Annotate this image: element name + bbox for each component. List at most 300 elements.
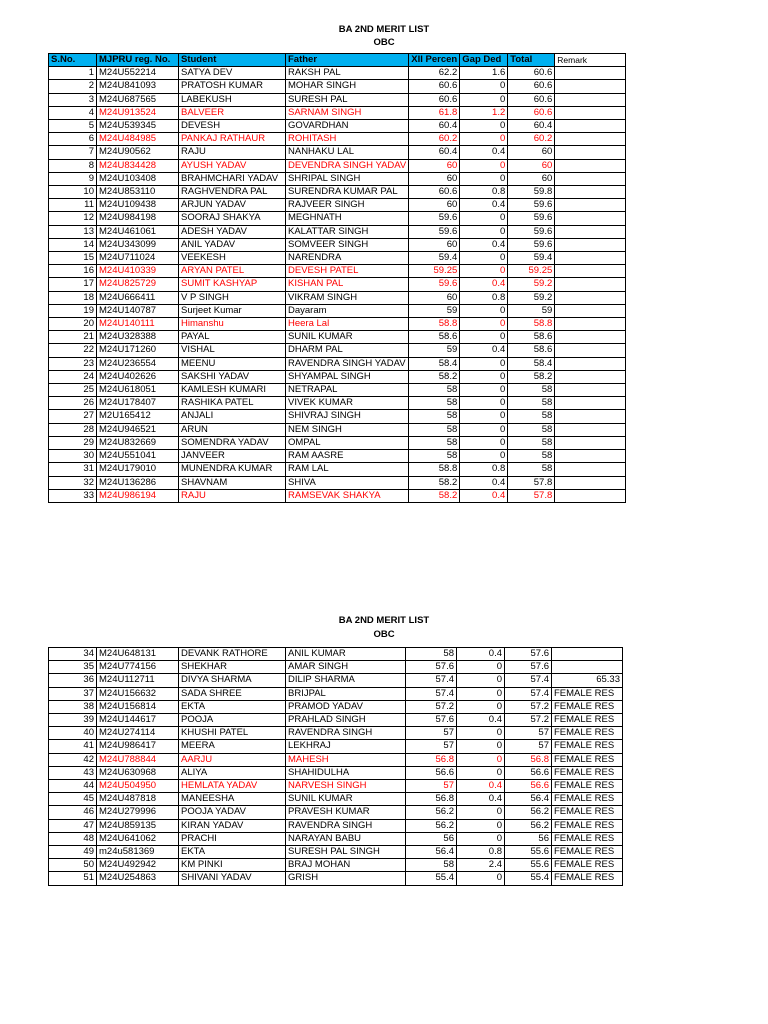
reg-no-cell: M24U834428	[97, 159, 179, 172]
sno-cell: 26	[49, 397, 97, 410]
remark-cell	[555, 67, 626, 80]
reg-no-cell: M24U666411	[97, 291, 179, 304]
total-cell: 59.6	[508, 225, 555, 238]
xii-percent-cell: 58.2	[409, 476, 460, 489]
table-row	[49, 832, 623, 845]
table-row	[49, 252, 626, 265]
father-header: Father	[286, 54, 409, 67]
gap-ded-cell: 0	[457, 819, 505, 832]
category-subtitle-2: OBC	[373, 629, 395, 640]
sno-cell: 6	[49, 133, 97, 146]
reg-no-cell: M2U165412	[97, 410, 179, 423]
xii-percent-cell: 60	[409, 238, 460, 251]
table-row	[49, 384, 626, 397]
father-cell: VIVEK KUMAR	[286, 397, 409, 410]
remark-cell	[555, 172, 626, 185]
gap-ded-cell: 0.4	[460, 476, 508, 489]
table-row	[49, 872, 623, 885]
reg-no-cell: M24U687565	[97, 93, 179, 106]
father-cell: RAVENDRA SINGH	[286, 727, 406, 740]
sno-cell: 30	[49, 450, 97, 463]
sno-cell: 39	[49, 714, 97, 727]
table-row	[49, 753, 623, 766]
reg-no-cell: M24U343099	[97, 238, 179, 251]
total-cell: 59.25	[508, 265, 555, 278]
merit-table-1	[48, 53, 626, 503]
father-cell: MAHESH	[286, 753, 406, 766]
student-cell: BRAHMCHARI YADAV	[179, 172, 286, 185]
student-cell: VEEKESH	[179, 252, 286, 265]
total-cell: 58	[508, 450, 555, 463]
sno-cell: 49	[49, 846, 97, 859]
father-cell: SURESH PAL	[286, 93, 409, 106]
father-cell: DEVENDRA SINGH YADAV	[286, 159, 409, 172]
remark-cell: FEMALE RES	[552, 714, 623, 727]
sno-cell: 37	[49, 687, 97, 700]
sno-cell: 42	[49, 753, 97, 766]
xii-percent-cell: 59.6	[409, 225, 460, 238]
gap-ded-cell: 0	[457, 700, 505, 713]
reg-no-cell: M24U946521	[97, 423, 179, 436]
father-cell: NETRAPAL	[286, 384, 409, 397]
table-row	[49, 661, 623, 674]
remark-cell	[555, 278, 626, 291]
sno-cell: 9	[49, 172, 97, 185]
father-cell: NEM SINGH	[286, 423, 409, 436]
remark-cell	[555, 265, 626, 278]
remark-cell	[555, 93, 626, 106]
reg-no-cell: M24U487818	[97, 793, 179, 806]
table-row	[49, 489, 626, 502]
father-cell: RAJVEER SINGH	[286, 199, 409, 212]
student-cell: ALIYA	[179, 766, 286, 779]
total-cell: 56.6	[505, 766, 552, 779]
xii-percent-cell: 58.2	[409, 370, 460, 383]
remark-cell: FEMALE RES	[552, 687, 623, 700]
table-row	[49, 212, 626, 225]
reg-no-cell: M24U539345	[97, 120, 179, 133]
reg-no-cell: M24U140787	[97, 304, 179, 317]
father-cell: NARAYAN BABU	[286, 832, 406, 845]
gap-ded-cell: 0	[460, 80, 508, 93]
table-row	[49, 648, 623, 661]
remark-cell	[555, 120, 626, 133]
student-cell: MANEESHA	[179, 793, 286, 806]
reg-no-cell: M24U853110	[97, 186, 179, 199]
student-cell: KIRAN YADAV	[179, 819, 286, 832]
remark-cell	[555, 186, 626, 199]
student-cell: MUNENDRA KUMAR	[179, 463, 286, 476]
total-cell: 55.6	[505, 859, 552, 872]
xii-percent-cell: 59	[409, 344, 460, 357]
reg-no-cell: M24U859135	[97, 819, 179, 832]
reg-no-cell: M24U618051	[97, 384, 179, 397]
total-cell: 59.2	[508, 291, 555, 304]
reg-no-cell: M24U328388	[97, 331, 179, 344]
total-cell: 58	[508, 384, 555, 397]
father-cell: BRIJPAL	[286, 687, 406, 700]
sno-cell: 12	[49, 212, 97, 225]
sno-cell: 51	[49, 872, 97, 885]
sno-cell: 50	[49, 859, 97, 872]
total-cell: 57	[505, 740, 552, 753]
table-row	[49, 806, 623, 819]
total-cell: 60.6	[508, 93, 555, 106]
category-subtitle-1: OBC	[373, 37, 395, 48]
total-cell: 58	[508, 423, 555, 436]
father-cell: RAM AASRE	[286, 450, 409, 463]
sno-cell: 11	[49, 199, 97, 212]
table-row	[49, 819, 623, 832]
remark-cell	[555, 318, 626, 331]
remark-cell	[555, 450, 626, 463]
student-cell: SOORAJ SHAKYA	[179, 212, 286, 225]
xii-percent-cell: 57.6	[406, 714, 457, 727]
table-row	[49, 172, 626, 185]
table-row	[49, 186, 626, 199]
student-cell: PANKAJ RATHAUR	[179, 133, 286, 146]
total-cell: 58.8	[508, 318, 555, 331]
table-row	[49, 357, 626, 370]
father-cell: NARENDRA	[286, 252, 409, 265]
father-cell: BRAJ MOHAN	[286, 859, 406, 872]
xii-percent-cell: 58.2	[409, 489, 460, 502]
table-row	[49, 370, 626, 383]
reg-no-cell: M24U279996	[97, 806, 179, 819]
table-row	[49, 265, 626, 278]
remark-cell	[555, 331, 626, 344]
reg-no-cell: M24U402626	[97, 370, 179, 383]
xii-percent-cell: 58.6	[409, 331, 460, 344]
gap-ded-cell: 0.4	[457, 793, 505, 806]
table-row	[49, 278, 626, 291]
xii-percent-cell: 60.6	[409, 186, 460, 199]
xii-percent-cell: 57.4	[406, 687, 457, 700]
total-cell: 56.2	[505, 806, 552, 819]
total-cell: 57.8	[508, 489, 555, 502]
xii-percent-cell: 57.6	[406, 661, 457, 674]
reg-no-cell: M24U254863	[97, 872, 179, 885]
remark-cell	[552, 661, 623, 674]
total-cell: 56.4	[505, 793, 552, 806]
gap-ded-cell: 1.6	[460, 67, 508, 80]
sno-cell: 7	[49, 146, 97, 159]
remark-cell	[555, 252, 626, 265]
xii-percent-cell: 57	[406, 740, 457, 753]
gap-ded-cell: 0	[457, 727, 505, 740]
reg-no-cell: M24U504950	[97, 780, 179, 793]
table-row	[49, 304, 626, 317]
remark-cell: FEMALE RES	[552, 740, 623, 753]
xii-percent-cell: 60.6	[409, 93, 460, 106]
total-cell: 58	[508, 436, 555, 449]
reg-no-cell: M24U825729	[97, 278, 179, 291]
remark-cell: FEMALE RES	[552, 806, 623, 819]
sno-cell: 2	[49, 80, 97, 93]
remark-cell	[555, 476, 626, 489]
remark-cell: FEMALE RES	[552, 727, 623, 740]
xii-percent-cell: 58	[409, 450, 460, 463]
sno-cell: 10	[49, 186, 97, 199]
xii-percent-cell: 56.8	[406, 793, 457, 806]
table-row	[49, 133, 626, 146]
gap-ded-cell: 0	[457, 687, 505, 700]
gap-ded-cell: 0	[457, 661, 505, 674]
gap-ded-cell: 0	[460, 410, 508, 423]
student-cell: SOMENDRA YADAV	[179, 436, 286, 449]
remark-cell	[555, 397, 626, 410]
sno-cell: 16	[49, 265, 97, 278]
father-cell: SHIVRAJ SINGH	[286, 410, 409, 423]
sno-cell: 28	[49, 423, 97, 436]
gap-ded-cell: 0	[460, 436, 508, 449]
father-cell: SURENDRA KUMAR PAL	[286, 186, 409, 199]
total-cell: 60	[508, 172, 555, 185]
remark-cell	[555, 357, 626, 370]
table-row	[49, 225, 626, 238]
merit-list-title-1: BA 2ND MERIT LIST	[338, 24, 430, 35]
table-row	[49, 397, 626, 410]
student-cell: LABEKUSH	[179, 93, 286, 106]
student-cell: EKTA	[179, 700, 286, 713]
total-cell: 57	[505, 727, 552, 740]
xii-percent-cell: 60	[409, 199, 460, 212]
xii-percent-cell: 59	[409, 304, 460, 317]
gap-ded-cell: 0.4	[460, 199, 508, 212]
total-cell: 57.4	[505, 687, 552, 700]
gap-ded-cell: 0	[460, 423, 508, 436]
xii-percent-cell: 57	[406, 780, 457, 793]
gap-ded-cell: 0	[460, 133, 508, 146]
total-cell: 59.6	[508, 238, 555, 251]
table-row	[49, 199, 626, 212]
father-cell: PRAVESH KUMAR	[286, 806, 406, 819]
reg-no-cell: M24U711024	[97, 252, 179, 265]
sno-cell: 20	[49, 318, 97, 331]
reg-no-cell: M24U236554	[97, 357, 179, 370]
remark-cell: FEMALE RES	[552, 753, 623, 766]
gap-ded-cell: 0.4	[460, 344, 508, 357]
father-cell: SHRIPAL SINGH	[286, 172, 409, 185]
sno-cell: 21	[49, 331, 97, 344]
reg-no-cell: M24U156814	[97, 700, 179, 713]
xii-percent-cell: 60	[409, 291, 460, 304]
reg-no-cell: M24U984198	[97, 212, 179, 225]
reg-no-cell: M24U90562	[97, 146, 179, 159]
reg-no-cell: M24U774156	[97, 661, 179, 674]
gap-ded-cell: 0.4	[457, 714, 505, 727]
remark-cell: FEMALE RES	[552, 846, 623, 859]
father-cell: GRISH	[286, 872, 406, 885]
table-row	[49, 238, 626, 251]
father-cell: NARVESH SINGH	[286, 780, 406, 793]
reg-no-cell: M24U832669	[97, 436, 179, 449]
gap-ded-cell: 0.4	[460, 278, 508, 291]
remark-cell: FEMALE RES	[552, 793, 623, 806]
remark-cell	[555, 146, 626, 159]
father-cell: MEGHNATH	[286, 212, 409, 225]
total-cell: 56.8	[505, 753, 552, 766]
remark-cell	[555, 133, 626, 146]
total-cell: 59.8	[508, 186, 555, 199]
reg-no-cell: M24U648131	[97, 648, 179, 661]
sno-cell: 29	[49, 436, 97, 449]
remark-cell: FEMALE RES	[552, 700, 623, 713]
table-row	[49, 714, 623, 727]
gap-ded-cell: 0	[460, 370, 508, 383]
sno-cell: 13	[49, 225, 97, 238]
xii-percent-cell: 58	[409, 397, 460, 410]
table-row	[49, 793, 623, 806]
gap-ded-cell: 2.4	[457, 859, 505, 872]
student-cell: SATYA DEV	[179, 67, 286, 80]
xii-percent-cell: 57	[406, 727, 457, 740]
remark-cell	[555, 489, 626, 502]
student-cell: PAYAL	[179, 331, 286, 344]
father-cell: SURESH PAL SINGH	[286, 846, 406, 859]
gap-ded-cell: 0.4	[457, 780, 505, 793]
total-cell: 60	[508, 146, 555, 159]
xii-percent-cell: 56.2	[406, 806, 457, 819]
xii-percent-cell: 58	[409, 436, 460, 449]
remark-cell	[555, 80, 626, 93]
table-row	[49, 159, 626, 172]
student-cell: DEVANK RATHORE	[179, 648, 286, 661]
sno-header: S.No.	[49, 54, 97, 67]
table-row	[49, 410, 626, 423]
student-cell: KM PINKI	[179, 859, 286, 872]
total-cell: 59.2	[508, 278, 555, 291]
reg-no-cell: M24U179010	[97, 463, 179, 476]
xii-percent-cell: 55.4	[406, 872, 457, 885]
student-cell: BALVEER	[179, 106, 286, 119]
reg-no-cell: M24U788844	[97, 753, 179, 766]
remark-header: Remark	[555, 54, 626, 67]
reg-no-cell: M24U552214	[97, 67, 179, 80]
student-cell: PRATOSH KUMAR	[179, 80, 286, 93]
gap-ded-cell: 0	[460, 252, 508, 265]
father-cell: LEKHRAJ	[286, 740, 406, 753]
gap-ded-cell: 0.4	[460, 238, 508, 251]
xii-percent-cell: 60	[409, 159, 460, 172]
gap-ded-cell: 0	[460, 331, 508, 344]
sno-cell: 18	[49, 291, 97, 304]
total-cell: 57.6	[505, 648, 552, 661]
student-cell: Himanshu	[179, 318, 286, 331]
student-cell: JANVEER	[179, 450, 286, 463]
gap-ded-cell: 0.4	[460, 146, 508, 159]
student-cell: ADESH YADAV	[179, 225, 286, 238]
gap-ded-cell: 0	[457, 674, 505, 687]
reg-no-header: MJPRU reg. No.	[97, 54, 179, 67]
total-cell: 57.8	[508, 476, 555, 489]
total-cell: 57.2	[505, 714, 552, 727]
xii-percent-cell: 57.4	[406, 674, 457, 687]
gap-ded-cell: 0	[460, 225, 508, 238]
reg-no-cell: M24U103408	[97, 172, 179, 185]
father-cell: SARNAM SINGH	[286, 106, 409, 119]
table-row	[49, 106, 626, 119]
reg-no-cell: M24U492942	[97, 859, 179, 872]
reg-no-cell: M24U156632	[97, 687, 179, 700]
student-cell: RASHIKA PATEL	[179, 397, 286, 410]
remark-cell	[555, 384, 626, 397]
xii-percent-cell: 60	[409, 172, 460, 185]
father-cell: MOHAR SINGH	[286, 80, 409, 93]
table-row	[49, 780, 623, 793]
father-cell: NANHAKU LAL	[286, 146, 409, 159]
sno-cell: 46	[49, 806, 97, 819]
gap-ded-cell: 0.4	[460, 489, 508, 502]
father-cell: KALATTAR SINGH	[286, 225, 409, 238]
xii-percent-cell: 59.6	[409, 278, 460, 291]
sno-cell: 34	[49, 648, 97, 661]
table-row	[49, 463, 626, 476]
table-row	[49, 859, 623, 872]
remark-cell: FEMALE RES	[552, 872, 623, 885]
father-cell: VIKRAM SINGH	[286, 291, 409, 304]
xii-percent-cell: 57.2	[406, 700, 457, 713]
student-cell: ANJALI	[179, 410, 286, 423]
reg-no-cell: M24U178407	[97, 397, 179, 410]
gap-ded-cell: 0	[460, 318, 508, 331]
merit-list-title-2: BA 2ND MERIT LIST	[338, 615, 430, 626]
remark-cell	[555, 344, 626, 357]
gap-ded-cell: 0	[460, 212, 508, 225]
table-row	[49, 331, 626, 344]
sno-cell: 48	[49, 832, 97, 845]
student-cell: SUMIT KASHYAP	[179, 278, 286, 291]
xii-percent-cell: 56.4	[406, 846, 457, 859]
sno-cell: 36	[49, 674, 97, 687]
xii-percent-cell: 62.2	[409, 67, 460, 80]
xii-percent-cell: 59.25	[409, 265, 460, 278]
reg-no-cell: M24U136286	[97, 476, 179, 489]
father-cell: SUNIL KUMAR	[286, 331, 409, 344]
table-row	[49, 423, 626, 436]
father-cell: RAVENDRA SINGH	[286, 819, 406, 832]
sno-cell: 35	[49, 661, 97, 674]
remark-cell	[555, 106, 626, 119]
father-cell: RAMSEVAK SHAKYA	[286, 489, 409, 502]
father-cell: RAVENDRA SINGH YADAV	[286, 357, 409, 370]
reg-no-cell: M24U913524	[97, 106, 179, 119]
gap-ded-cell: 0	[457, 832, 505, 845]
father-cell: RAKSH PAL	[286, 67, 409, 80]
student-cell: EKTA	[179, 846, 286, 859]
table-row	[49, 476, 626, 489]
sno-cell: 45	[49, 793, 97, 806]
gap-ded-cell: 0	[460, 384, 508, 397]
table-row	[49, 80, 626, 93]
remark-cell	[555, 225, 626, 238]
sno-cell: 22	[49, 344, 97, 357]
remark-cell	[555, 212, 626, 225]
gap-ded-header: Gap Ded	[460, 54, 508, 67]
remark-cell: 65.33	[552, 674, 623, 687]
student-cell: KAMLESH KUMARI	[179, 384, 286, 397]
father-cell: ANIL KUMAR	[286, 648, 406, 661]
student-cell: MEERA	[179, 740, 286, 753]
sno-cell: 8	[49, 159, 97, 172]
gap-ded-cell: 0.8	[460, 463, 508, 476]
total-cell: 60.6	[508, 67, 555, 80]
gap-ded-cell: 0	[460, 304, 508, 317]
table-row	[49, 766, 623, 779]
table-row	[49, 727, 623, 740]
xii-percent-cell: 56.6	[406, 766, 457, 779]
sno-cell: 43	[49, 766, 97, 779]
